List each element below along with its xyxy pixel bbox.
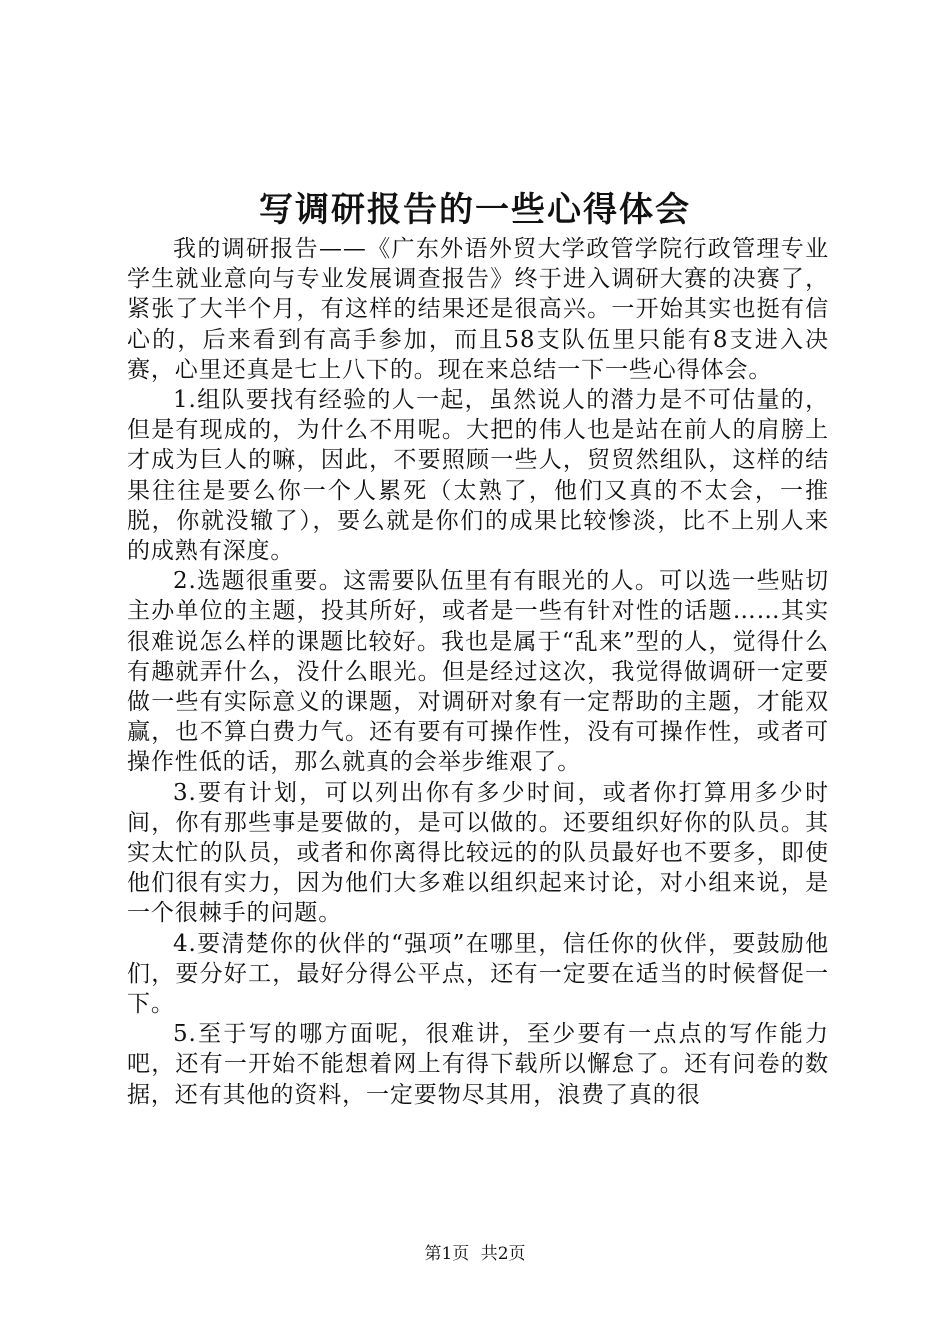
paragraph-point-3: 3.要有计划，可以列出你有多少时间，或者你打算用多少时间，你有那些事是要做的，是可以做的。还要组织好你的队员。其实太忙的队员，或者和你离得比较远的的队员最好也不要多，即使他们很有实力，因为他们大多难以组织起来讨论，对小组来说，是一个很棘手的问题。 bbox=[127, 779, 829, 927]
document-body bbox=[127, 234, 829, 1110]
paragraph-point-2: 2.选题很重要。这需要队伍里有有眼光的人。可以选一些贴切主办单位的主题，投其所好，或者是一些有针对性的话题……其实很难说怎么样的课题比较好。我也是属于“乱来”型的人，觉得什么有趣就弄什么，没什么眼光。但是经过这次，我觉得做调研一定要做一些有实际意义的课题，对调研对象有一定帮助的主题，才能双赢，也不算白费力气。还有要有可操作性，没有可操作性，或者可操作性低的话，那么就真的会举步维艰了。 bbox=[127, 568, 829, 776]
page-footer bbox=[0, 1243, 950, 1265]
page-number-total: 共2页 bbox=[480, 1244, 526, 1264]
page-number-current: 第1页 bbox=[424, 1244, 470, 1264]
paragraph-point-1: 1.组队要找有经验的人一起，虽然说人的潜力是不可估量的，但是有现成的，为什么不用呢。大把的伟人也是站在前人的肩膀上才成为巨人的嘛，因此，不要照顾一些人，贸贸然组队，这样的结果往往是要么你一个人累死（太熟了，他们又真的不太会，一推脱，你就没辙了），要么就是你们的成果比较惨淡，比不上别人来的成熟有深度。 bbox=[127, 387, 829, 565]
paragraph-point-4: 4.要清楚你的伙伴的“强项”在哪里，信任你的伙伴，要鼓励他们，要分好工，最好分得公平点，还有一定要在适当的时候督促一下。 bbox=[127, 930, 829, 1018]
paragraph-point-5: 5.至于写的哪方面呢，很难讲，至少要有一点点的写作能力吧，还有一开始不能想着网上有得下载所以懈怠了。还有问卷的数据，还有其他的资料，一定要物尽其用，浪费了真的很 bbox=[127, 1021, 829, 1108]
paragraph-intro: 我的调研报告——《广东外语外贸大学政管学院行政管理专业学生就业意向与专业发展调查报告》终于进入调研大赛的决赛了，紧张了大半个月，有这样的结果还是很高兴。一开始其实也挺有信心的，后来看到有高手参加，而且58支队伍里只能有8支进入决赛，心里还真是七上八下的。现在来总结一下一些心得体会。 bbox=[127, 236, 829, 383]
document-title: 写调研报告的一些心得体会 bbox=[259, 190, 691, 230]
